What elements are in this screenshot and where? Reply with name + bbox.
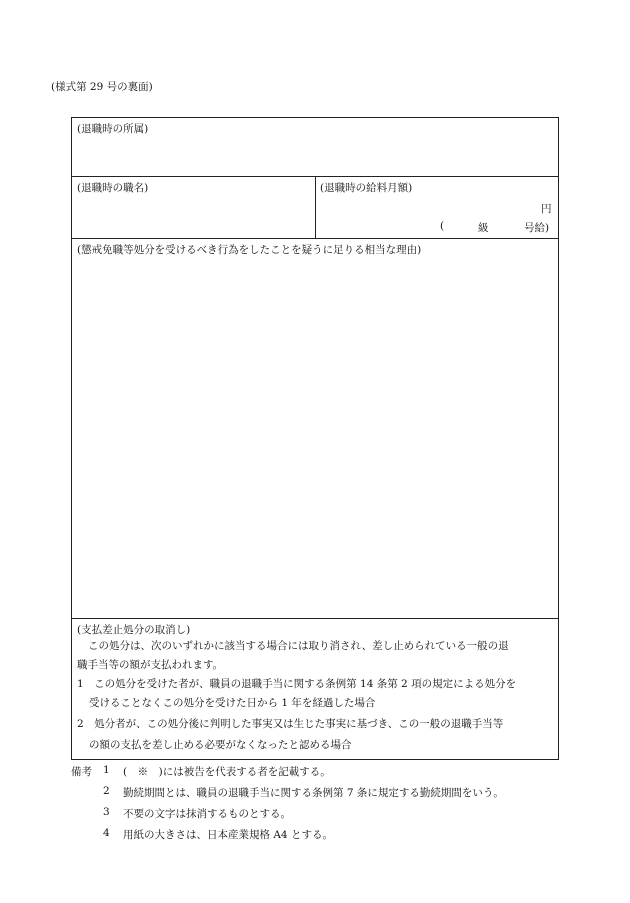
- divider-position: [71, 238, 559, 239]
- divider-position-salary: [315, 176, 316, 238]
- divider-reason: [71, 618, 559, 619]
- note-2-text: 勤続期間とは、職員の退職手当に関する条例第 7 条に規定する勤続期間をいう。: [123, 787, 504, 799]
- cancel-heading: (支払差止処分の取消し): [77, 624, 191, 636]
- note-1-num: 1: [103, 764, 110, 776]
- note-3-num: 3: [103, 806, 110, 818]
- affiliation-label: (退職時の所属): [77, 123, 149, 135]
- grade-gokyu: 号給): [524, 222, 550, 234]
- position-label: (退職時の職名): [77, 182, 149, 194]
- note-4-num: 4: [103, 827, 110, 839]
- grade-kyu: 級: [478, 222, 489, 234]
- cancel-intro-line2: 職手当等の額が支払われます。: [77, 659, 224, 671]
- note-4-text: 用紙の大きさは、日本産業規格 A4 とする。: [123, 829, 333, 841]
- cancel-item1-line1: 1 この処分を受けた者が、職員の退職手当に関する条例第 14 条第 2 項の規定による処分を: [77, 678, 517, 690]
- reason-label: (懲戒免職等処分を受けるべき行為をしたことを疑うに足りる相当な理由): [77, 244, 422, 256]
- salary-label: (退職時の給料月額): [320, 182, 413, 194]
- note-1-text: ( ※ )には被告を代表する者を記載する。: [123, 766, 331, 778]
- cancel-item2-line1: 2 処分者が、この処分後に判明した事実又は生じた事実に基づき、この一般の退職手当等: [77, 718, 504, 730]
- cancel-intro-line1: この処分は、次のいずれかに該当する場合には取り消され、差し止められている一般の退: [88, 640, 509, 652]
- form-title: (様式第 29 号の裏面): [51, 81, 153, 93]
- grade-open-paren: (: [440, 220, 445, 232]
- cancel-item1-line2: 受けることなくこの処分を受けた日から 1 年を経過した場合: [89, 697, 376, 709]
- notes-label: 備考: [71, 766, 92, 778]
- cancel-item2-line2: の額の支払を差し止める必要がなくなったと認める場合: [89, 739, 352, 751]
- note-3-text: 不要の文字は抹消するものとする。: [123, 808, 291, 820]
- note-2-num: 2: [103, 785, 110, 797]
- salary-unit: 円: [541, 203, 552, 215]
